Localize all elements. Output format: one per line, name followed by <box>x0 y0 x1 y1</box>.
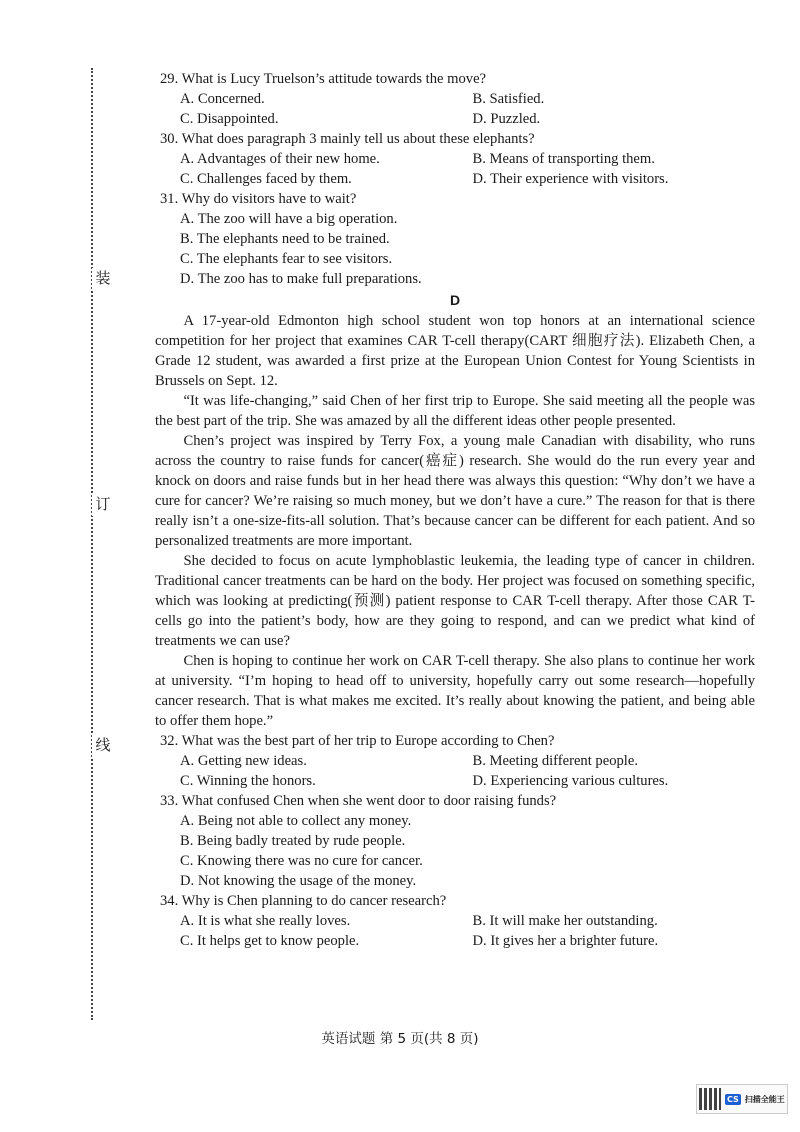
binding-dotted-line <box>91 68 93 1020</box>
passage-paragraph-2: “It was life-changing,” said Chen of her first trip to Europe. She said meeting all the people was the best part of the trip. She was amazed by all the different ideas other people presented. <box>155 393 755 429</box>
question <box>155 69 755 129</box>
answer-option: C. It helps get to know people. <box>180 933 360 949</box>
answer-option: B. The elephants need to be trained. <box>180 231 390 247</box>
binding-mark-ding: 订 <box>92 494 114 516</box>
passage <box>155 311 755 731</box>
answer-option: D. Their experience with visitors. <box>472 171 669 187</box>
answer-option: B. Satisfied. <box>472 91 545 107</box>
answer-option: C. Disappointed. <box>180 111 279 127</box>
question <box>155 189 755 289</box>
passage-paragraph-5: Chen is hoping to continue her work on CAR T-cell therapy. She also plans to continue her work at university. “I’m hoping to head off to university, hopefully carry out some research—hopefully cancer research. That is what makes me excited. It’s really about knowing the patient, and being able to offer them hope.” <box>155 653 755 729</box>
passage-paragraph-4: She decided to focus on acute lymphoblastic leukemia, the leading type of cancer in children. Traditional cancer treatments can be hard on the body. Her project was focused on something specific, which was looking at predicting(预测) patient response to CAR T-cell therapy. After those CAR T-cells go into the patient’s body, how are they going to respond, and can we predict what kind of treatments we can use? <box>155 553 755 649</box>
answer-option: D. The zoo has to make full preparations. <box>180 271 422 287</box>
answer-option: B. It will make her outstanding. <box>472 913 658 929</box>
answer-option: A. The zoo will have a big operation. <box>180 211 398 227</box>
binding-mark-xian: 线 <box>92 735 114 757</box>
answer-option: A. It is what she really loves. <box>180 913 351 929</box>
passage-paragraph-3: Chen’s project was inspired by Terry Fox, a young male Canadian with disability, who runs across the country to raise funds for cancer(癌症) research. She would do the run every year and knock on doors and raise funds but in her head there was always this question: “Why don’t we have a cure for cancer? We’re raising so much money, but we don’t have a cure.” The reason for that is there really isn’t a one-size-fits-all solution. That’s because cancer can be different for each patient. And so personalized treatments are more important. <box>155 433 755 549</box>
question-stem: 33. What confused Chen when she went door to door raising funds? <box>160 793 557 809</box>
cs-logo: CS <box>727 1094 739 1104</box>
answer-option: C. Challenges faced by them. <box>180 171 352 187</box>
question <box>155 129 755 189</box>
binding-mark-zhuang: 装 <box>92 268 114 290</box>
question <box>155 731 755 791</box>
page-footer: 英语试题 第 5 页(共 8 页) <box>321 1031 479 1047</box>
question-stem: 34. Why is Chen planning to do cancer research? <box>160 893 447 909</box>
scanner-title: 扫描全能王 <box>744 1094 785 1104</box>
exam-page <box>155 69 755 951</box>
answer-option: B. Means of transporting them. <box>472 151 655 167</box>
scanner-watermark <box>696 1084 788 1114</box>
passage-paragraph-1: A 17-year-old Edmonton high school student won top honors at an international science competition for her project that examines CAR T-cell therapy(CART 细胞疗法). Elizabeth Chen, a Grade 12 student, was awarded a first prize at the European Union Contest for Young Scientists in Brussels on Sept. 12. <box>155 313 755 389</box>
answer-option: C. Winning the honors. <box>180 773 316 789</box>
answer-option: D. It gives her a brighter future. <box>472 933 659 949</box>
question-stem: 30. What does paragraph 3 mainly tell us about these elephants? <box>160 131 535 147</box>
question-stem: 31. Why do visitors have to wait? <box>160 191 357 207</box>
answer-option: C. The elephants fear to see visitors. <box>180 251 393 267</box>
answer-option: A. Being not able to collect any money. <box>180 813 412 829</box>
answer-option: B. Being badly treated by rude people. <box>180 833 406 849</box>
answer-option: D. Not knowing the usage of the money. <box>180 873 417 889</box>
answer-option: D. Puzzled. <box>472 111 541 127</box>
answer-option: C. Knowing there was no cure for cancer. <box>180 853 423 869</box>
question-stem: 32. What was the best part of her trip to Europe according to Chen? <box>160 733 555 749</box>
qr-code-icon <box>699 1088 721 1110</box>
answer-option: A. Advantages of their new home. <box>180 151 380 167</box>
answer-option: A. Concerned. <box>180 91 265 107</box>
questions-top <box>155 69 755 289</box>
question <box>155 791 755 891</box>
question-stem: 29. What is Lucy Truelson’s attitude towards the move? <box>160 71 487 87</box>
answer-option: B. Meeting different people. <box>472 753 638 769</box>
question <box>155 891 755 951</box>
section-heading: D <box>449 292 461 308</box>
questions-bottom <box>155 731 755 951</box>
answer-option: A. Getting new ideas. <box>180 753 307 769</box>
answer-option: D. Experiencing various cultures. <box>472 773 669 789</box>
